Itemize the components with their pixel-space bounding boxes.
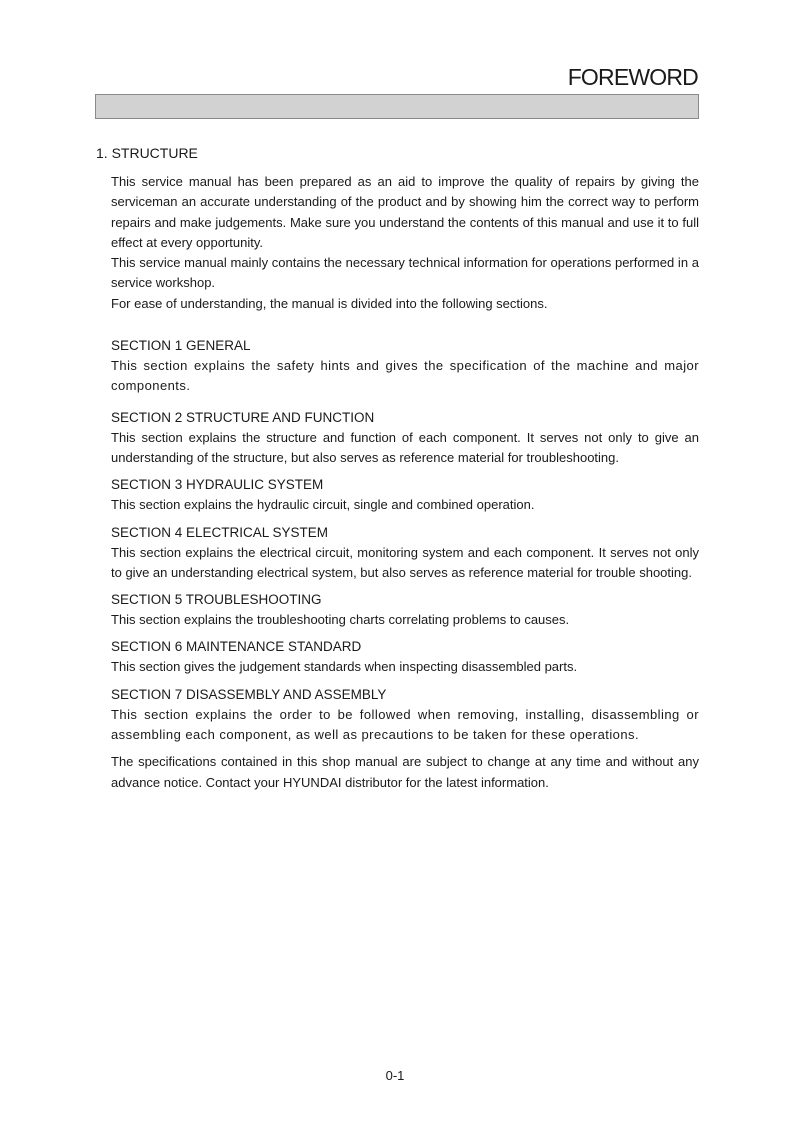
spacer (111, 516, 699, 523)
spacer (111, 468, 699, 475)
section-description: This section explains the safety hints and gives the specification of the machine and major components. (111, 358, 699, 394)
section-description: This section explains the electrical circuit, monitoring system and each component. It serves not only to give an understanding electrical system, but also serves as reference material for trouble shooting. (111, 544, 699, 580)
page-number-text: 0-1 (385, 1068, 405, 1083)
section-description: This section explains the hydraulic circuit, single and combined operation. (111, 497, 535, 513)
content-body (111, 172, 699, 793)
section-entry (111, 685, 699, 746)
section-title: SECTION 5 TROUBLESHOOTING (111, 592, 322, 608)
section-entry (111, 475, 699, 515)
section-title: SECTION 4 ELECTRICAL SYSTEM (111, 524, 329, 540)
section-description: This section explains the troubleshooting charts correlating problems to causes. (111, 612, 570, 628)
section-entry (111, 523, 699, 584)
section-entry (111, 590, 699, 630)
spacer (111, 678, 699, 685)
spacer (111, 314, 699, 336)
spacer (111, 630, 699, 637)
spacer (111, 397, 699, 408)
spacer (111, 745, 699, 752)
section-description: This section gives the judgement standards when inspecting disassembled parts. (111, 659, 578, 675)
section-entry (111, 637, 699, 677)
header-bar (95, 94, 699, 119)
section-entry (111, 336, 699, 397)
section-description: This section explains the order to be followed when removing, installing, disassembling or assembling each component, as well as precautions to be taken for these operations. (111, 706, 699, 743)
intro-paragraph: This service manual has been prepared as an aid to improve the quality of repairs by giving the serviceman an accurate understanding of the product and by showing him the correct way to perform repairs and make judgements. Make sure you understand the contents of this manual and use it to full effect at every opportunity. (111, 174, 699, 250)
section-title: SECTION 3 HYDRAULIC SYSTEM (111, 477, 324, 493)
section-description: This section explains the structure and function of each component. It serves not only to give an understanding of the structure, but also serves as reference material for troubleshooting. (111, 429, 699, 465)
section-title: SECTION 1 GENERAL (111, 338, 251, 354)
intro-paragraph: This service manual mainly contains the necessary technical information for operations performed in a service workshop. (111, 255, 699, 291)
page-number (0, 1068, 794, 1083)
section-entry (111, 408, 699, 469)
page-header-title: FOREWORD (567, 64, 698, 90)
intro-paragraph: For ease of understanding, the manual is divided into the following sections. (111, 295, 548, 311)
closing-paragraph: The specifications contained in this shop manual are subject to change at any time and without any advance notice. Contact your HYUNDAI distributor for the latest information. (111, 754, 699, 790)
section-title: SECTION 7 DISASSEMBLY AND ASSEMBLY (111, 686, 387, 702)
section-heading-structure: 1. STRUCTURE (96, 145, 198, 161)
spacer (111, 583, 699, 590)
section-title: SECTION 2 STRUCTURE AND FUNCTION (111, 409, 375, 425)
section-title: SECTION 6 MAINTENANCE STANDARD (111, 639, 362, 655)
